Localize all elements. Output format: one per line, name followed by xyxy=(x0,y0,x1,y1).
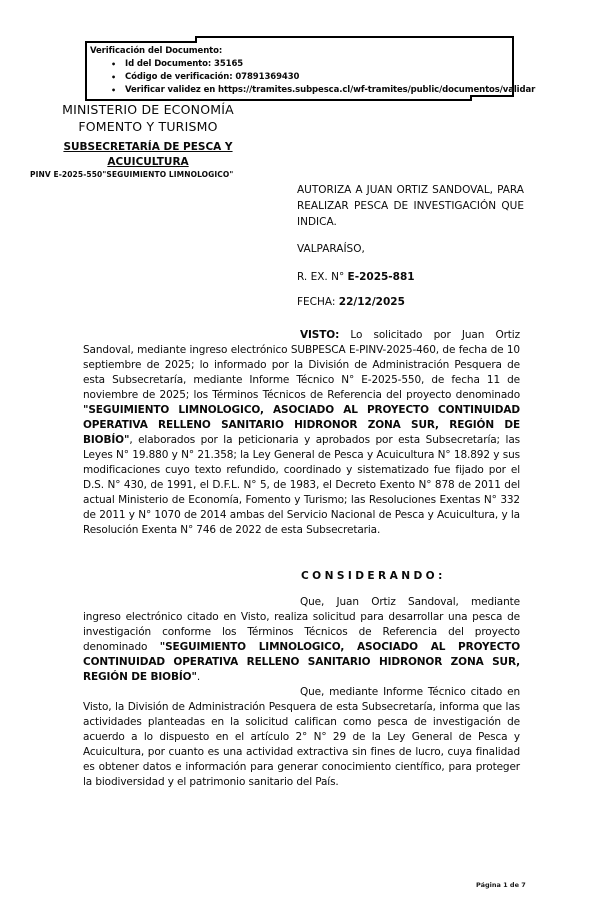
subsecretaria-name xyxy=(30,140,266,170)
visto-text-1: Lo solicitado por Juan Ortiz Sandoval, mediante ingreso electrónico SUBPESCA E-PINV-2025-460, de fecha de 10 septiembre de 2025; lo informado por la División de Administración Pesquera de esta Subsecretaría, mediante Informe Técnico N° E-2025-550, de fecha 11 de noviembre de 2025; los Términos Técnicos de Referencia del proyecto denominado xyxy=(83,329,520,401)
resolution-number-label: R. EX. N° xyxy=(297,271,348,283)
bullet-icon: • xyxy=(111,73,117,82)
bullet-icon: • xyxy=(111,60,117,69)
city-line: VALPARAÍSO, xyxy=(297,243,365,255)
verification-item-id xyxy=(111,58,535,71)
considerando-heading: CONSIDERANDO: xyxy=(301,570,446,582)
visto-label: VISTO: xyxy=(300,329,340,341)
ministry-name-line1: MINISTERIO DE ECONOMÍA xyxy=(62,102,234,117)
ministry-name-line2: FOMENTO Y TURISMO xyxy=(78,119,218,134)
verification-item-text: Id del Documento: 35165 xyxy=(125,59,244,69)
visto-project-title: "SEGUIMIENTO LIMNOLOGICO, ASOCIADO AL PROYECTO CONTINUIDAD OPERATIVA RELLENO SANITARIO HIDRONOR ZONA SUR, REGIÓN DE BIOBÍO" xyxy=(83,404,520,446)
considerando-paragraph-1 xyxy=(83,595,520,685)
verification-item-code xyxy=(111,71,535,84)
considerando-section xyxy=(83,595,520,790)
resolution-date-line xyxy=(297,296,405,308)
verification-box-title: Verificación del Documento: xyxy=(90,46,223,56)
verification-item-url xyxy=(111,84,535,97)
considerando-1-project-title: "SEGUIMIENTO LIMNOLOGICO, ASOCIADO AL PROYECTO CONTINUIDAD OPERATIVA RELLENO SANITARIO HIDRONOR ZONA SUR, REGIÓN DE BIOBÍO" xyxy=(83,641,520,683)
subsecretaria-line2: ACUICULTURA xyxy=(107,156,189,168)
resolution-title: AUTORIZA A JUAN ORTIZ SANDOVAL, PARA REALIZAR PESCA DE INVESTIGACIÓN QUE INDICA. xyxy=(297,184,524,229)
considerando-paragraph-2: Que, mediante Informe Técnico citado en Visto, la División de Administración Pesquera de esta Subsecretaría, informa que las actividades planteadas en la solicitud califican como pesca de investigación de acuerdo a lo dispuesto en el artículo 2° N° 29 de la Ley General de Pesca y Acuicultura, por cuanto es una actividad extractiva sin fines de lucro, cuya finalidad es obtener datos e información para generar conocimiento científico, para proteger la biodiversidad y el patrimonio sanitario del País. xyxy=(83,686,520,788)
resolution-date-label: FECHA: xyxy=(297,296,339,308)
visto-text-2: , elaborados por la peticionaria y aprobados por esta Subsecretaría; las Leyes N° 19.880 y N° 21.358; la Ley General de Pesca y Acuicultura N° 18.892 y sus modificaciones cuyo texto refundido, coordinado y sistematizado fue fijado por el D.S. N° 430, de 1991, el D.F.L. N° 5, de 1983, el Decreto Exento N° 878 de 2011 del actual Ministerio de Economía, Fomento y Turismo; las Resoluciones Exentas N° 332 de 2011 y N° 1070 de 2014 ambas del Servicio Nacional de Pesca y Acuicultura, y la Resolución Exenta N° 746 de 2022 de esta Subsecretaria. xyxy=(83,434,520,536)
bullet-icon: • xyxy=(111,86,117,95)
resolution-number-value: E-2025-881 xyxy=(347,271,415,283)
considerando-1-period: . xyxy=(196,671,201,683)
considerando-1-text: Que, Juan Ortiz Sandoval, mediante ingreso electrónico citado en Visto, realiza solicitud para desarrollar una pesca de investigación conforme los Términos Técnicos de Referencia del proyecto denominado xyxy=(83,596,520,653)
resolution-number-line xyxy=(297,271,415,283)
visto-paragraph xyxy=(83,328,520,538)
verification-box xyxy=(90,45,535,97)
subsecretaria-line1: SUBSECRETARÍA DE PESCA Y xyxy=(63,141,233,153)
project-reference: PINV E-2025-550"SEGUIMIENTO LIMNOLOGICO" xyxy=(30,170,234,179)
verification-url-text: Verificar validez en https://tramites.subpesca.cl/wf-tramites/public/documentos/validar xyxy=(125,85,536,95)
verification-item-text: Código de verificación: 07891369430 xyxy=(125,72,300,82)
letterhead xyxy=(30,101,266,170)
page-indicator: Página 1 de 7 xyxy=(476,881,526,889)
resolution-date-value: 22/12/2025 xyxy=(338,296,405,308)
